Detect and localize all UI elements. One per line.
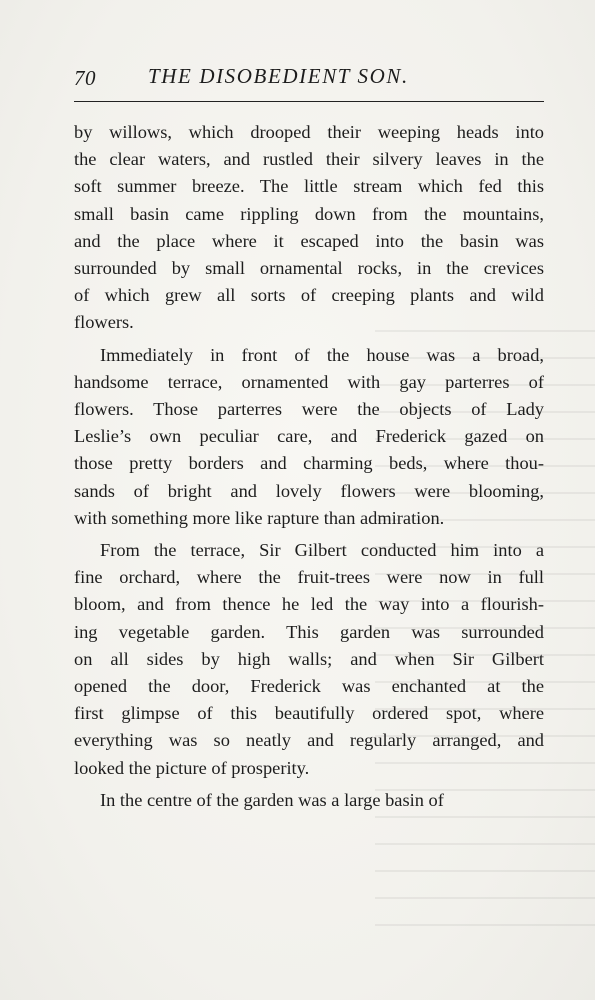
- text-line: surrounded by small ornamental rocks, in the crevices: [74, 258, 544, 279]
- text-line: flowers.: [74, 312, 134, 333]
- text-line: those pretty borders and charming beds, where thou-: [74, 453, 544, 474]
- text-line: first glimpse of this beautifully ordered spot, where: [74, 703, 544, 724]
- body-text: [74, 119, 544, 819]
- text-line: everything was so neatly and regularly arranged, and: [74, 730, 544, 751]
- text-line: handsome terrace, ornamented with gay parterres of: [74, 371, 544, 392]
- text-line: bloom, and from thence he led the way into a flourish-: [74, 594, 544, 615]
- text-line: with something more like rapture than admiration.: [74, 507, 445, 528]
- text-line: sands of bright and lovely flowers were blooming,: [74, 480, 544, 501]
- text-line: fine orchard, where the fruit-trees were now in full: [74, 567, 544, 588]
- text-line: Immediately in front of the house was a broad,: [100, 344, 544, 365]
- text-line: ing vegetable garden. This garden was surrounded: [74, 621, 544, 642]
- text-line: flowers. Those parterres were the objects of Lady: [74, 399, 544, 420]
- text-line: and the place where it escaped into the basin was: [74, 230, 544, 251]
- text-line: of which grew all sorts of creeping plants and wild: [74, 285, 544, 306]
- text-line: soft summer breeze. The little stream which fed this: [74, 176, 544, 197]
- paragraph: [74, 119, 544, 337]
- header-rule: [74, 101, 544, 102]
- paragraph: [74, 342, 544, 532]
- page-number: 70: [74, 66, 96, 90]
- page-header: [74, 62, 544, 96]
- text-line: opened the door, Frederick was enchanted at the: [74, 676, 544, 697]
- text-line: by willows, which drooped their weeping heads into: [74, 122, 544, 142]
- running-title: THE DISOBEDIENT SON.: [148, 64, 409, 88]
- text-line: Leslie’s own peculiar care, and Frederick gazed on: [74, 426, 544, 447]
- paragraph: [74, 537, 544, 782]
- text-line: small basin came rippling down from the mountains,: [74, 203, 544, 224]
- text-line: on all sides by high walls; and when Sir Gilbert: [74, 648, 544, 669]
- paragraph: [74, 787, 544, 814]
- text-line: the clear waters, and rustled their silvery leaves in the: [74, 149, 544, 170]
- text-line: From the terrace, Sir Gilbert conducted him into a: [100, 540, 544, 561]
- text-line: In the centre of the garden was a large basin of: [100, 789, 444, 810]
- text-line: looked the picture of prosperity.: [74, 757, 310, 778]
